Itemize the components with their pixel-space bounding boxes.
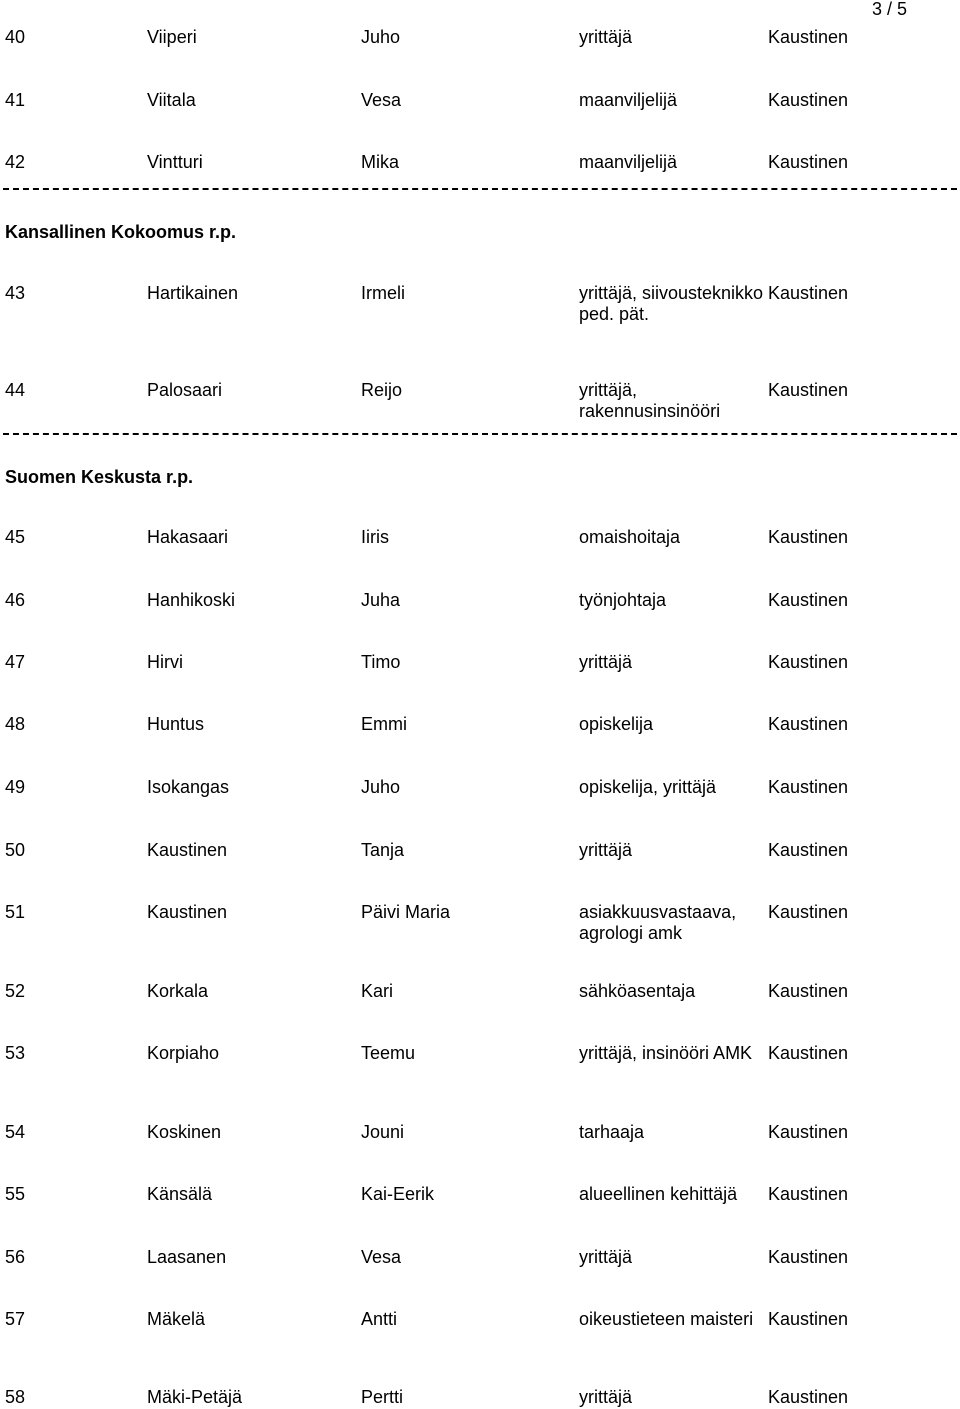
candidate-last-name: Vintturi (147, 152, 203, 172)
page-number: 3 / 5 (872, 0, 908, 19)
candidate-number: 44 (5, 380, 26, 400)
candidate-municipality: Kaustinen (768, 27, 849, 47)
section-divider (3, 188, 957, 190)
candidate-municipality: Kaustinen (768, 90, 849, 110)
candidate-first-name: Reijo (361, 380, 403, 400)
candidate-municipality: Kaustinen (768, 380, 849, 400)
candidate-last-name: Mäki-Petäjä (147, 1387, 243, 1407)
candidate-municipality: Kaustinen (768, 283, 849, 303)
party-heading: Suomen Keskusta r.p. (5, 467, 194, 487)
candidate-first-name: Emmi (361, 714, 407, 734)
candidate-first-name: Jouni (361, 1122, 405, 1142)
candidate-number: 40 (5, 27, 26, 47)
candidate-municipality: Kaustinen (768, 1043, 849, 1063)
candidate-occupation: asiakkuusvastaava, (579, 902, 737, 922)
candidate-occupation: yrittäjä, insinööri AMK (579, 1043, 753, 1063)
candidate-last-name: Korkala (147, 981, 209, 1001)
candidate-occupation: yrittäjä (579, 652, 633, 672)
candidate-municipality: Kaustinen (768, 1122, 849, 1142)
candidate-first-name: Tanja (361, 840, 405, 860)
candidate-number: 43 (5, 283, 26, 303)
candidate-municipality: Kaustinen (768, 590, 849, 610)
candidate-occupation: maanviljelijä (579, 152, 678, 172)
candidate-number: 51 (5, 902, 26, 922)
candidate-number: 46 (5, 590, 26, 610)
candidate-first-name: Irmeli (361, 283, 405, 303)
candidate-first-name: Iiris (361, 527, 389, 547)
candidate-occupation: omaishoitaja (579, 527, 681, 547)
candidate-number: 56 (5, 1247, 26, 1267)
candidate-occupation: maanviljelijä (579, 90, 678, 110)
candidate-occupation-line2: ped. pät. (579, 304, 650, 324)
candidate-number: 47 (5, 652, 26, 672)
candidate-occupation: yrittäjä (579, 1387, 633, 1407)
candidate-number: 57 (5, 1309, 26, 1329)
candidate-first-name: Kai-Eerik (361, 1184, 435, 1204)
candidate-number: 53 (5, 1043, 26, 1063)
candidate-occupation: yrittäjä (579, 1247, 633, 1267)
candidate-municipality: Kaustinen (768, 152, 849, 172)
candidate-number: 55 (5, 1184, 26, 1204)
candidate-first-name: Teemu (361, 1043, 416, 1063)
candidate-municipality: Kaustinen (768, 714, 849, 734)
candidate-municipality: Kaustinen (768, 981, 849, 1001)
candidate-occupation: yrittäjä (579, 840, 633, 860)
candidate-last-name: Hartikainen (147, 283, 239, 303)
candidate-first-name: Pertti (361, 1387, 404, 1407)
candidate-occupation: tarhaaja (579, 1122, 645, 1142)
candidate-last-name: Viitala (147, 90, 196, 110)
candidate-municipality: Kaustinen (768, 1184, 849, 1204)
candidate-last-name: Koskinen (147, 1122, 222, 1142)
candidate-last-name: Korpiaho (147, 1043, 220, 1063)
candidate-occupation-line2: agrologi amk (579, 923, 683, 943)
candidate-occupation: alueellinen kehittäjä (579, 1184, 738, 1204)
candidate-first-name: Vesa (361, 90, 402, 110)
candidate-occupation: yrittäjä, (579, 380, 638, 400)
candidate-first-name: Päivi Maria (361, 902, 451, 922)
candidate-number: 52 (5, 981, 26, 1001)
candidate-last-name: Hanhikoski (147, 590, 236, 610)
candidate-first-name: Mika (361, 152, 400, 172)
candidate-occupation: työnjohtaja (579, 590, 667, 610)
candidate-number: 48 (5, 714, 26, 734)
candidate-last-name: Palosaari (147, 380, 223, 400)
candidate-last-name: Hirvi (147, 652, 183, 672)
candidate-last-name: Laasanen (147, 1247, 227, 1267)
candidate-first-name: Juho (361, 777, 401, 797)
candidate-first-name: Timo (361, 652, 401, 672)
candidate-municipality: Kaustinen (768, 1309, 849, 1329)
candidate-first-name: Antti (361, 1309, 398, 1329)
candidate-municipality: Kaustinen (768, 840, 849, 860)
candidate-number: 49 (5, 777, 26, 797)
candidate-occupation-line2: rakennusinsinööri (579, 401, 721, 421)
candidate-last-name: Huntus (147, 714, 205, 734)
candidate-municipality: Kaustinen (768, 1247, 849, 1267)
party-heading: Kansallinen Kokoomus r.p. (5, 222, 237, 242)
candidate-occupation: yrittäjä, siivousteknikko (579, 283, 764, 303)
candidate-first-name: Kari (361, 981, 394, 1001)
candidate-number: 54 (5, 1122, 26, 1142)
candidate-last-name: Kaustinen (147, 840, 228, 860)
candidate-number: 42 (5, 152, 26, 172)
candidate-number: 45 (5, 527, 26, 547)
candidate-municipality: Kaustinen (768, 1387, 849, 1407)
candidate-occupation: opiskelija, yrittäjä (579, 777, 717, 797)
candidate-occupation: opiskelija (579, 714, 654, 734)
candidate-first-name: Juho (361, 27, 401, 47)
candidate-municipality: Kaustinen (768, 527, 849, 547)
candidate-occupation: oikeustieteen maisteri (579, 1309, 754, 1329)
candidate-municipality: Kaustinen (768, 902, 849, 922)
candidate-number: 58 (5, 1387, 26, 1407)
section-divider (3, 433, 957, 435)
candidate-last-name: Mäkelä (147, 1309, 206, 1329)
candidate-first-name: Vesa (361, 1247, 402, 1267)
candidate-number: 41 (5, 90, 26, 110)
candidate-occupation: yrittäjä (579, 27, 633, 47)
candidate-last-name: Känsälä (147, 1184, 213, 1204)
candidate-last-name: Kaustinen (147, 902, 228, 922)
candidate-number: 50 (5, 840, 26, 860)
candidate-occupation: sähköasentaja (579, 981, 696, 1001)
candidate-municipality: Kaustinen (768, 652, 849, 672)
candidate-last-name: Isokangas (147, 777, 230, 797)
candidate-last-name: Viiperi (147, 27, 197, 47)
candidate-last-name: Hakasaari (147, 527, 229, 547)
candidate-first-name: Juha (361, 590, 401, 610)
candidate-municipality: Kaustinen (768, 777, 849, 797)
